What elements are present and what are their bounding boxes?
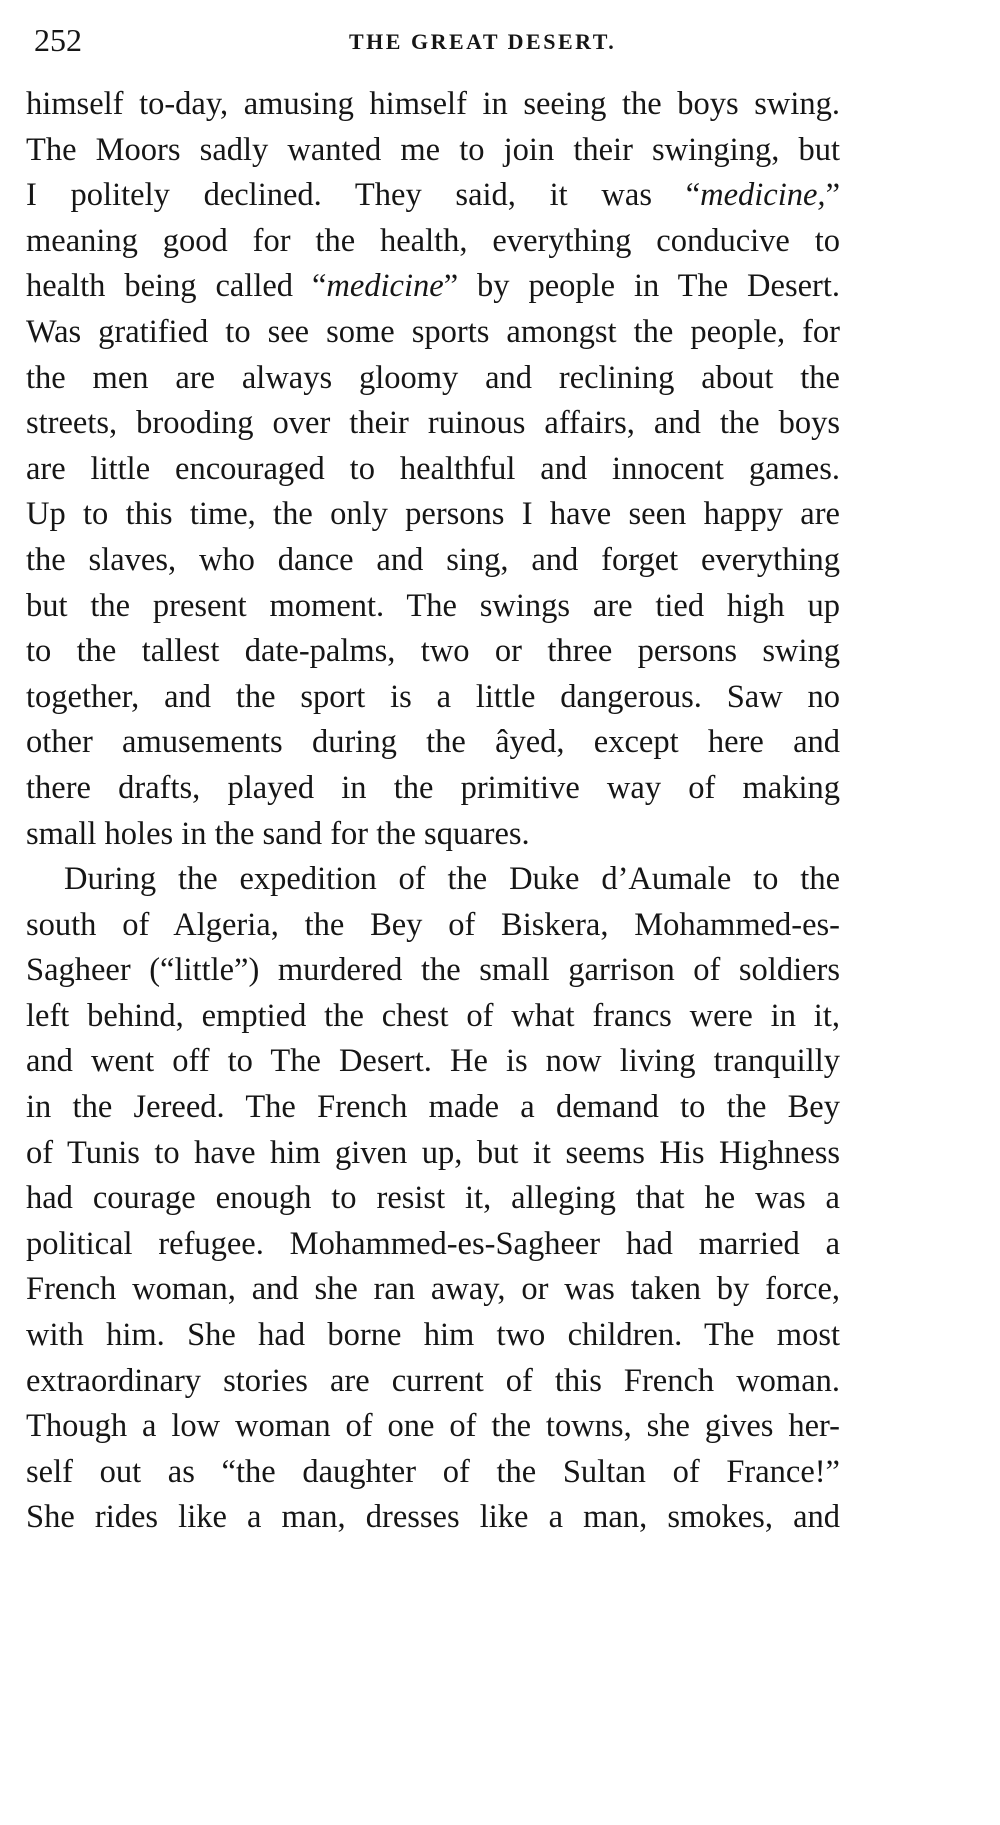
text-line: the men are always gloomy and reclining about the bbox=[26, 359, 840, 396]
text-segment: ” bbox=[825, 177, 840, 214]
text-line: the slaves, who dance and sing, and forget everything bbox=[26, 541, 840, 578]
text-line: Though a low woman of one of the towns, she gives her- bbox=[26, 1408, 840, 1445]
text-line: Up to this time, the only persons I have seen happy are bbox=[26, 496, 840, 533]
text-line: and went off to The Desert. He is now living tranquilly bbox=[26, 1043, 840, 1080]
running-head bbox=[34, 18, 674, 62]
text-line: himself to-day, amusing himself in seeing the boys swing. bbox=[26, 86, 840, 122]
text-segment: ” by people in The Desert. bbox=[443, 268, 840, 305]
text-line: to the tallest date-palms, two or three persons swing bbox=[26, 633, 840, 670]
text-segment: health being called “ bbox=[26, 268, 327, 305]
text-line: meaning good for the health, everything conducive to bbox=[26, 222, 840, 259]
text-line bbox=[26, 264, 840, 310]
text-line: but the present moment. The swings are tied high up bbox=[26, 587, 840, 624]
page-number: 252 bbox=[34, 22, 82, 58]
text-line: there drafts, played in the primitive way of making bbox=[26, 769, 840, 806]
text-line: self out as “the daughter of the Sultan of France!” bbox=[26, 1453, 840, 1490]
text-line: extraordinary stories are current of this French woman. bbox=[26, 1362, 840, 1399]
text-line: small holes in the sand for the squares. bbox=[26, 815, 530, 852]
text-line: with him. She had borne him two children. The most bbox=[26, 1317, 840, 1354]
text-line bbox=[26, 128, 840, 174]
italic-word: medicine bbox=[326, 268, 444, 305]
text-line: French woman, and she ran away, or was taken by force, bbox=[26, 1271, 840, 1308]
text-line: Was gratified to see some sports amongst the people, for bbox=[26, 313, 840, 350]
text-line: of Tunis to have him given up, but it seems His Highness bbox=[26, 1134, 840, 1171]
text-line: She rides like a man, dresses like a man, smokes, and bbox=[26, 1499, 840, 1536]
text-segment: The Moors sadly wanted me to join their swinging, but bbox=[26, 131, 840, 168]
text-line: south of Algeria, the Bey of Biskera, Mohammed-es- bbox=[26, 906, 840, 943]
text-line: together, and the sport is a little dangerous. Saw no bbox=[26, 678, 840, 715]
text-line: Sagheer (“little”) murdered the small garrison of soldiers bbox=[26, 952, 840, 989]
running-title: THE GREAT DESERT. bbox=[349, 29, 617, 54]
text-line: other amusements during the âyed, except here and bbox=[26, 724, 840, 761]
text-line: streets, brooding over their ruinous affairs, and the boys bbox=[26, 405, 840, 442]
text-line: in the Jereed. The French made a demand to the Bey bbox=[26, 1089, 840, 1126]
body-text bbox=[26, 82, 840, 1541]
text-line bbox=[26, 173, 840, 219]
text-line: left behind, emptied the chest of what francs were in it, bbox=[26, 997, 840, 1034]
italic-word: medicine, bbox=[700, 177, 826, 214]
text-line: During the expedition of the Duke d’Aumale to the bbox=[64, 861, 840, 898]
text-line: had courage enough to resist it, alleging that he was a bbox=[26, 1180, 840, 1217]
text-line: are little encouraged to healthful and innocent games. bbox=[26, 450, 840, 487]
text-line: political refugee. Mohammed-es-Sagheer had married a bbox=[26, 1225, 840, 1262]
text-segment: I politely declined. They said, it was “ bbox=[26, 177, 701, 214]
